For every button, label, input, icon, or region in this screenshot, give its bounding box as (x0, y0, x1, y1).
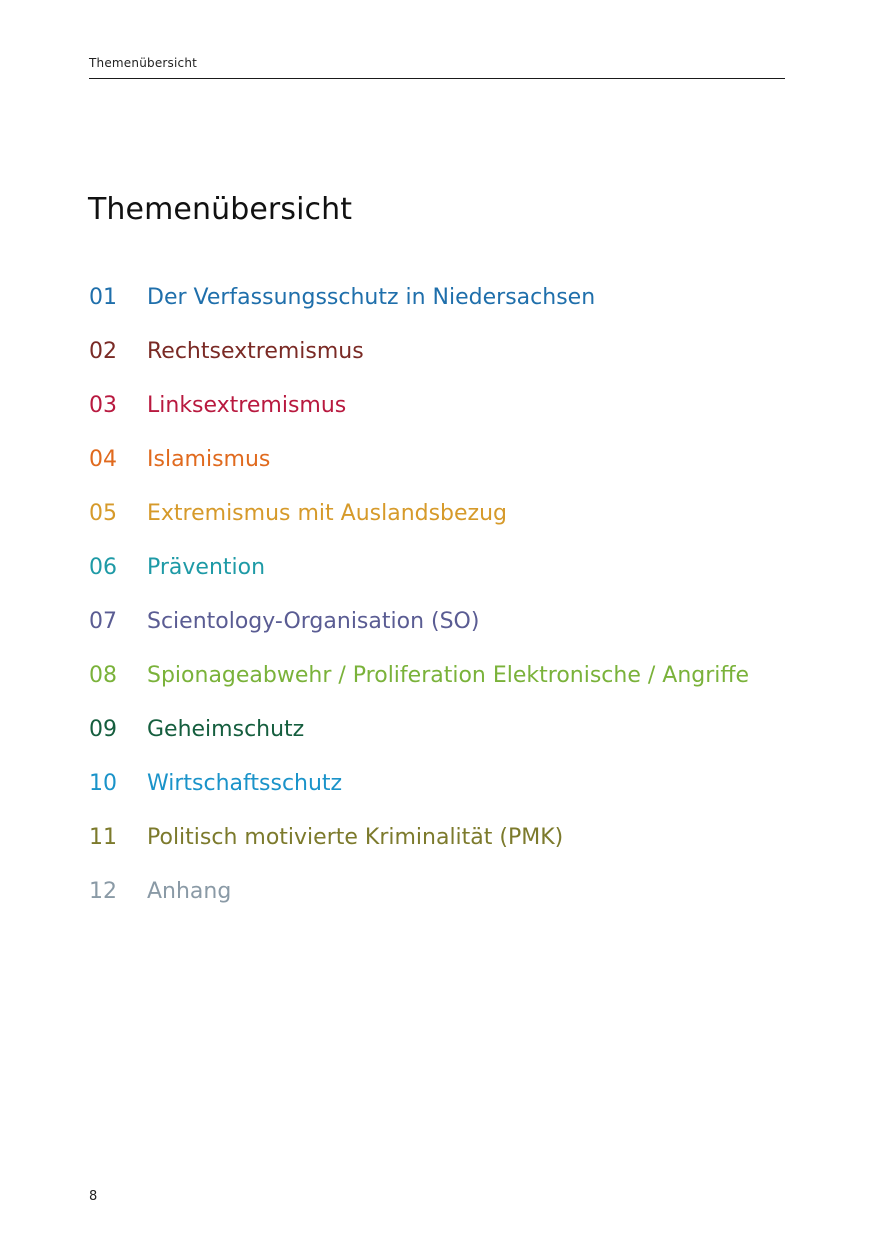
toc-label[interactable]: Geheimschutz (147, 717, 305, 742)
toc-number: 04 (89, 447, 117, 472)
page-number: 8 (89, 1189, 98, 1204)
toc-label[interactable]: Prävention (147, 555, 266, 580)
toc-item-09[interactable] (89, 713, 749, 767)
toc-item-04[interactable] (89, 443, 749, 497)
toc-item-12[interactable] (89, 875, 749, 929)
toc-label[interactable]: Wirtschaftsschutz (147, 771, 343, 796)
toc-label[interactable]: Der Verfassungsschutz in Niedersachsen (147, 285, 596, 310)
page-title: Themenübersicht (88, 192, 353, 227)
toc-item-10[interactable] (89, 767, 749, 821)
toc-item-06[interactable] (89, 551, 749, 605)
toc-number: 08 (89, 663, 117, 688)
toc-label[interactable]: Anhang (147, 879, 232, 904)
toc-number: 01 (89, 285, 117, 310)
toc-label[interactable]: Extremismus mit Auslandsbezug (147, 501, 508, 526)
toc-label[interactable]: Spionageabwehr / Proliferation Elektronische / Angriffe (147, 663, 750, 688)
toc-label[interactable]: Rechtsextremismus (147, 339, 364, 364)
toc-number: 06 (89, 555, 117, 580)
toc-number: 12 (89, 879, 117, 904)
toc-item-02[interactable] (89, 335, 749, 389)
running-header: Themenübersicht (89, 56, 198, 70)
toc-number: 09 (89, 717, 117, 742)
toc-item-08[interactable] (89, 659, 749, 713)
toc-number: 02 (89, 339, 117, 364)
toc-item-03[interactable] (89, 389, 749, 443)
toc-number: 11 (89, 825, 117, 850)
toc-item-01[interactable] (89, 281, 749, 335)
toc-label[interactable]: Islamismus (147, 447, 271, 472)
toc-label[interactable]: Politisch motivierte Kriminalität (PMK) (147, 825, 564, 850)
table-of-contents (89, 281, 749, 929)
toc-item-05[interactable] (89, 497, 749, 551)
toc-number: 05 (89, 501, 117, 526)
toc-label[interactable]: Linksextremismus (147, 393, 347, 418)
toc-item-11[interactable] (89, 821, 749, 875)
toc-number: 07 (89, 609, 117, 634)
header-divider (89, 78, 785, 79)
toc-number: 10 (89, 771, 117, 796)
toc-number: 03 (89, 393, 117, 418)
toc-label[interactable]: Scientology-Organisation (SO) (147, 609, 480, 634)
toc-item-07[interactable] (89, 605, 749, 659)
